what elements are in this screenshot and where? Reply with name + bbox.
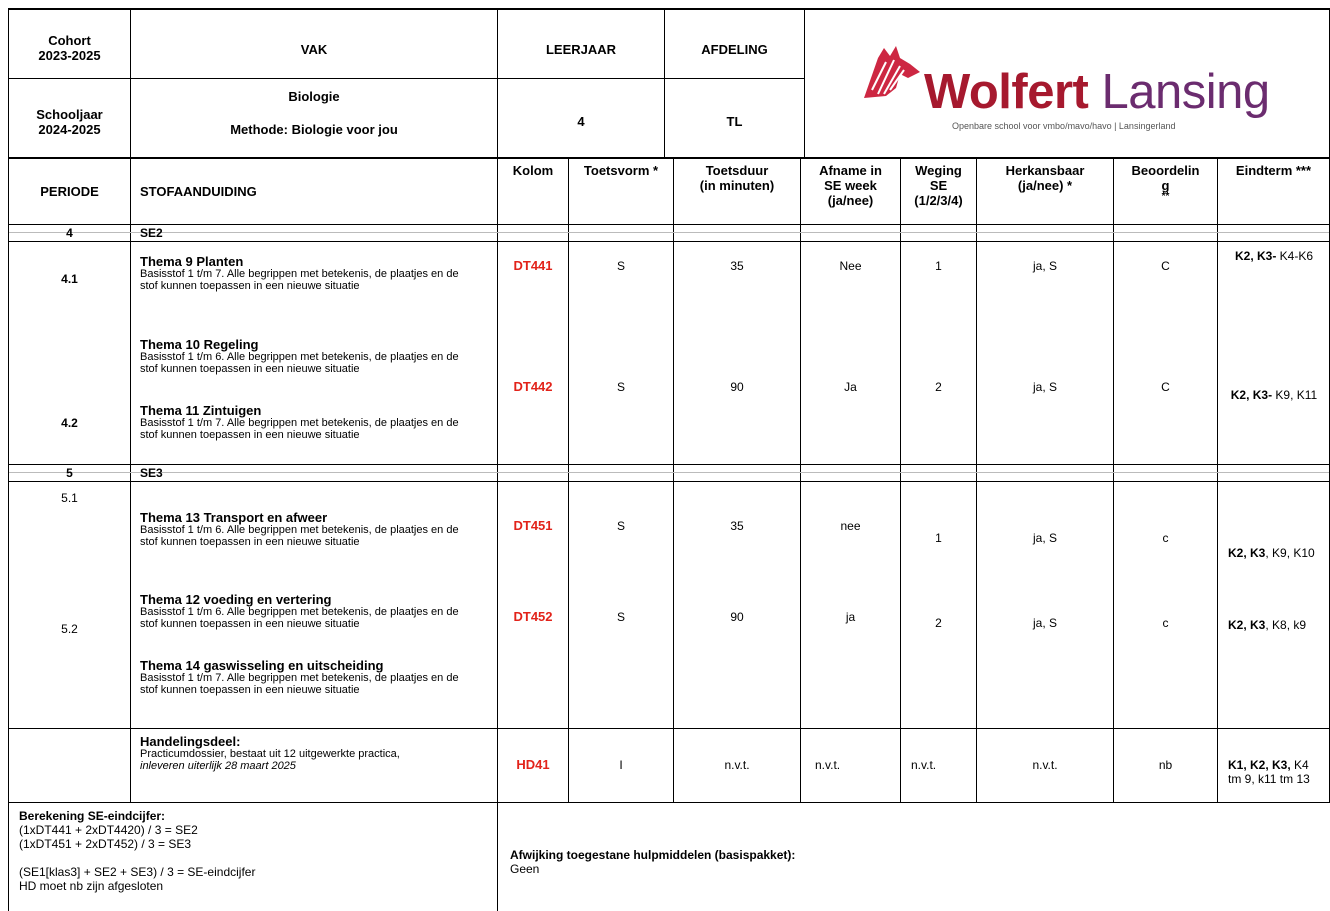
- topic-thema-13: [140, 511, 470, 548]
- col-kolom: Kolom: [512, 163, 554, 178]
- topic-title: Thema 13 Transport en afweer: [140, 510, 328, 525]
- herkans-dt442: ja, S: [1032, 380, 1057, 394]
- col-herkansbaar: [977, 163, 1113, 193]
- kolom-hd41: HD41: [516, 757, 550, 772]
- vak-label: VAK: [300, 42, 328, 57]
- period-4-1: 4.1: [61, 272, 78, 286]
- se2-period: 4: [66, 226, 73, 240]
- beoord-dt442: C: [1161, 380, 1170, 394]
- beoord-dt452: c: [1162, 616, 1169, 630]
- kolom-dt442: DT442: [513, 379, 553, 394]
- topic-desc: Basisstof 1 t/m 7. Alle begrippen met betekenis, de plaatjes en de stof kunnen toepassen in een nieuwe situatie: [140, 417, 459, 441]
- hulp-value: Geen: [510, 862, 540, 876]
- afname-hd41: n.v.t.: [815, 758, 841, 772]
- calc-line-3: (SE1[klas3] + SE2 + SE3) / 3 = SE-eindcijfer: [19, 865, 256, 879]
- eindterm-rest: , K8, k9: [1265, 618, 1307, 632]
- topic-thema-14: [140, 659, 470, 696]
- toetsduur-hd41: n.v.t.: [724, 758, 750, 772]
- beoord-dt441: C: [1161, 259, 1170, 273]
- topic-thema-12: [140, 593, 470, 630]
- topic-desc: Basisstof 1 t/m 6. Alle begrippen met betekenis, de plaatjes en de stof kunnen toepassen in een nieuwe situatie: [140, 524, 459, 548]
- leerjaar-label: LEERJAAR: [545, 42, 617, 57]
- col-stof: STOFAANDUIDING: [140, 184, 257, 199]
- leerjaar-value: 4: [577, 114, 585, 129]
- beoord-hd41: nb: [1158, 758, 1173, 772]
- eindterm-bold: K1, K2, K3,: [1228, 758, 1291, 772]
- afname-dt441: Nee: [839, 259, 862, 273]
- weging-dt442: 2: [935, 380, 942, 394]
- col-herkans-2: (ja/nee) *: [1017, 178, 1073, 193]
- logo-subtitle: Openbare school voor vmbo/mavo/havo | Lansingerland: [952, 121, 1176, 131]
- calc-title: Berekening SE-eindcijfer:: [19, 809, 166, 823]
- eindterm-dt452: [1228, 618, 1324, 632]
- afname-dt452: ja: [845, 610, 856, 624]
- weging-dt452: 2: [935, 616, 942, 630]
- afname-dt451: nee: [840, 519, 861, 533]
- eindterm-rest: K4-K6: [1276, 249, 1314, 263]
- eindterm-hd41: [1228, 758, 1324, 786]
- eindterm-bold: K2, K3-: [1230, 388, 1273, 402]
- topic-desc: Practicumdossier, bestaat uit 12 uitgewerkte practica,: [140, 748, 400, 760]
- toetsvorm-hd41: I: [619, 758, 623, 772]
- toetsduur-dt441: 35: [730, 259, 744, 273]
- wolf-icon: [856, 38, 926, 108]
- col-beoord-3: **: [1161, 191, 1170, 202]
- col-afname-3: (ja/nee): [827, 193, 874, 208]
- se3-label: SE3: [140, 466, 163, 480]
- topic-title: Thema 9 Planten: [140, 254, 244, 269]
- methode: Methode: Biologie voor jou: [230, 122, 398, 137]
- vak-value: Biologie: [288, 89, 340, 104]
- logo-name-light: Lansing: [1088, 65, 1270, 119]
- cohort-label: Cohort: [48, 33, 91, 48]
- topic-title: Thema 11 Zintuigen: [140, 403, 262, 418]
- topic-thema-11: [140, 404, 470, 441]
- hulpmiddelen-block: [510, 848, 1110, 876]
- col-beoord-2: g: [1161, 178, 1170, 193]
- col-toetsduur-1: Toetsduur: [705, 163, 769, 178]
- col-weging-1: Weging: [915, 163, 962, 178]
- toetsduur-dt451: 35: [730, 519, 744, 533]
- topic-desc: Basisstof 1 t/m 7. Alle begrippen met betekenis, de plaatjes en de stof kunnen toepassen in een nieuwe situatie: [140, 672, 459, 696]
- schooljaar-value: 2024-2025: [38, 122, 101, 137]
- col-periode: PERIODE: [40, 184, 99, 199]
- herkans-dt441: ja, S: [1032, 259, 1057, 273]
- weging-dt441: 1: [935, 259, 942, 273]
- calc-block: [19, 809, 489, 893]
- schooljaar-label: Schooljaar: [36, 107, 103, 122]
- logo-name-bold: Wolfert: [924, 65, 1089, 119]
- se2-label: SE2: [140, 226, 163, 240]
- topic-desc: Basisstof 1 t/m 6. Alle begrippen met betekenis, de plaatjes en de stof kunnen toepassen in een nieuwe situatie: [140, 351, 459, 375]
- topic-desc-deadline: inleveren uiterlijk 28 maart 2025: [140, 760, 296, 772]
- eindterm-rest: , K9, K10: [1265, 546, 1315, 560]
- cohort-value: 2023-2025: [38, 48, 101, 63]
- hulp-title: Afwijking toegestane hulpmiddelen (basispakket):: [510, 848, 796, 862]
- toetsduur-dt442: 90: [730, 380, 744, 394]
- calc-line-2: (1xDT451 + 2xDT452) / 3 = SE3: [19, 837, 192, 851]
- col-beoordeling: [1114, 163, 1217, 201]
- topic-title: Thema 14 gaswisseling en uitscheiding: [140, 658, 384, 673]
- col-toetsduur-2: (in minuten): [699, 178, 775, 193]
- toetsvorm-dt442: S: [616, 380, 625, 394]
- topic-desc: Basisstof 1 t/m 6. Alle begrippen met betekenis, de plaatjes en de stof kunnen toepassen in een nieuwe situatie: [140, 606, 459, 630]
- toetsvorm-dt452: S: [616, 610, 625, 624]
- weging-dt451: 1: [935, 531, 942, 545]
- beoord-dt451: c: [1162, 531, 1169, 545]
- calc-line-1: (1xDT441 + 2xDT4420) / 3 = SE2: [19, 823, 198, 837]
- se3-period: 5: [66, 466, 73, 480]
- topic-title: Thema 12 voeding en vertering: [140, 592, 332, 607]
- eindterm-bold: K2, K3: [1228, 618, 1266, 632]
- kolom-dt451: DT451: [513, 518, 553, 533]
- period-5-2: 5.2: [61, 622, 78, 636]
- col-weging-3: (1/2/3/4): [914, 193, 963, 208]
- col-afname-1: Afname in: [819, 163, 882, 178]
- eindterm-bold: K2, K3-: [1234, 249, 1277, 263]
- weging-hd41: n.v.t.: [911, 758, 937, 772]
- eindterm-dt441: [1222, 249, 1326, 263]
- topic-thema-9: [140, 255, 470, 292]
- kolom-dt441: DT441: [513, 258, 553, 273]
- col-afname: [801, 163, 900, 208]
- topic-thema-10: [140, 338, 470, 375]
- herkans-dt452: ja, S: [1032, 616, 1057, 630]
- eindterm-dt442: [1222, 388, 1326, 402]
- col-weging-2: SE: [929, 178, 948, 193]
- period-4-2: 4.2: [61, 416, 78, 430]
- toetsvorm-dt451: S: [616, 519, 625, 533]
- eindterm-dt451: [1228, 546, 1324, 560]
- herkans-hd41: n.v.t.: [1032, 758, 1058, 772]
- col-herkans-1: Herkansbaar: [1005, 163, 1085, 178]
- afdeling-label: AFDELING: [701, 42, 768, 57]
- afdeling-value: TL: [726, 114, 743, 129]
- eindterm-rest: K4 tm 9, k11 tm 13: [1228, 758, 1310, 786]
- topic-title: Thema 10 Regeling: [140, 337, 259, 352]
- col-toetsduur: [674, 163, 800, 193]
- topic-desc: Basisstof 1 t/m 7. Alle begrippen met betekenis, de plaatjes en de stof kunnen toepassen in een nieuwe situatie: [140, 268, 459, 292]
- toetsvorm-dt441: S: [616, 259, 625, 273]
- kolom-dt452: DT452: [513, 609, 553, 624]
- col-beoord-1: Beoordelin: [1131, 163, 1200, 178]
- eindterm-rest: K9, K11: [1272, 388, 1318, 402]
- toetsduur-dt452: 90: [730, 610, 744, 624]
- calc-line-4: HD moet nb zijn afgesloten: [19, 879, 164, 893]
- period-5-1: 5.1: [61, 491, 78, 505]
- herkans-dt451: ja, S: [1032, 531, 1057, 545]
- afname-dt442: Ja: [844, 380, 857, 394]
- col-weging: [901, 163, 976, 208]
- col-eindterm: Eindterm ***: [1235, 163, 1312, 178]
- col-toetsvorm: Toetsvorm *: [583, 163, 659, 178]
- eindterm-bold: K2, K3: [1228, 546, 1266, 560]
- topic-handelingsdeel: [140, 735, 490, 772]
- topic-title: Handelingsdeel:: [140, 734, 241, 749]
- col-afname-2: SE week: [824, 178, 877, 193]
